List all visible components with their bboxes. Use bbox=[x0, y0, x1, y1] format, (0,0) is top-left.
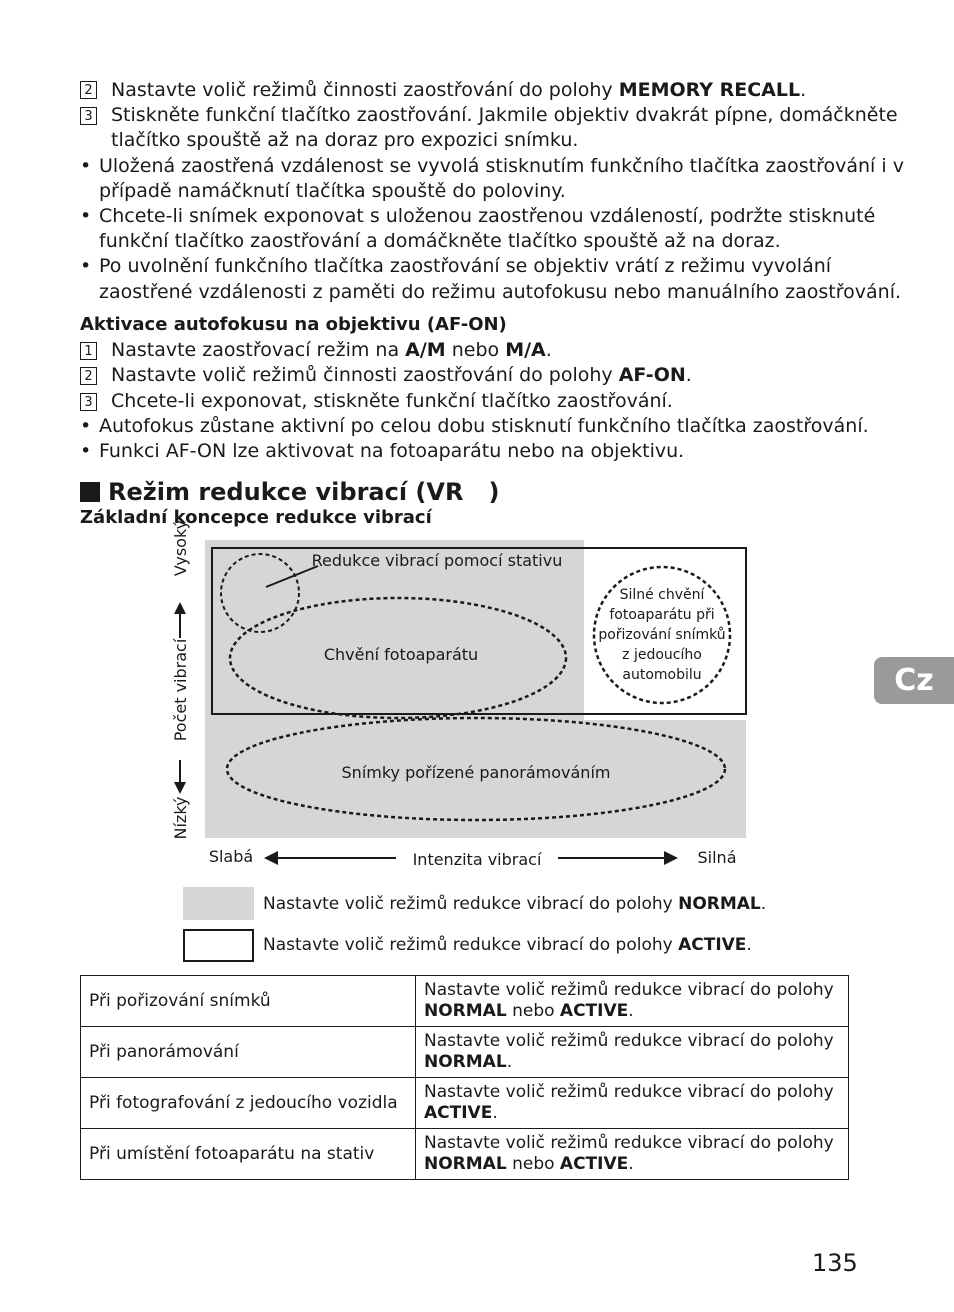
bullet-text: Uložená zaostřená vzdálenost se vyvolá stisknutím funkčního tlačítka zaostřování i v bbox=[99, 155, 904, 177]
situation-cell: Při panorámování bbox=[81, 1027, 416, 1078]
vehicle-label-line: fotoaparátu při bbox=[609, 607, 715, 623]
bullet-icon: • bbox=[80, 255, 92, 277]
step-number: 3 bbox=[80, 107, 97, 125]
panning-label: Snímky pořízené panorámováním bbox=[341, 763, 611, 782]
bullet-text: Autofokus zůstane aktivní po celou dobu stisknutí funkčního tlačítka zaostřování. bbox=[99, 415, 869, 437]
table-row bbox=[81, 1027, 849, 1078]
y-axis-label: Počet vibrací bbox=[171, 638, 190, 742]
situation-cell: Při fotografování z jedoucího vozidla bbox=[81, 1078, 416, 1129]
situation-cell: Při pořizování snímků bbox=[81, 976, 416, 1027]
y-axis-low: Nízký bbox=[171, 796, 190, 840]
setting-cell: Nastavte volič režimů redukce vibrací do polohy NORMAL nebo ACTIVE. bbox=[416, 1129, 849, 1180]
bullet-text-cont: funkční tlačítko zaostřování a domáčkněte tlačítko spouště až na doraz. bbox=[99, 230, 781, 252]
bullet-text: Chcete-li snímek exponovat s uloženou zaostřenou vzdáleností, podržte stisknuté bbox=[99, 205, 876, 227]
vehicle-label-line: z jedoucího bbox=[622, 647, 702, 663]
bullet-text: Po uvolnění funkčního tlačítka zaostřování se objektiv vrátí z režimu vyvolání bbox=[99, 255, 832, 277]
step-number: 2 bbox=[80, 81, 97, 99]
y-arrowhead-down bbox=[174, 782, 186, 794]
table-row bbox=[81, 976, 849, 1027]
legend-active-text: Nastavte volič režimů redukce vibrací do polohy ACTIVE. bbox=[263, 935, 752, 955]
situation-cell: Při umístění fotoaparátu na stativ bbox=[81, 1129, 416, 1180]
afon-heading: Aktivace autofokusu na objektivu (AF-ON) bbox=[80, 314, 507, 335]
x-arrowhead-left bbox=[264, 851, 278, 865]
vehicle-label-line: pořizování snímků bbox=[598, 627, 726, 643]
x-axis-label: Intenzita vibrací bbox=[412, 850, 542, 869]
vr-settings-table bbox=[80, 975, 849, 1180]
shake-label: Chvění fotoaparátu bbox=[323, 645, 479, 664]
page-number: 135 bbox=[812, 1249, 858, 1277]
setting-cell: Nastavte volič režimů redukce vibrací do polohy ACTIVE. bbox=[416, 1078, 849, 1129]
section-subtitle: Základní koncepce redukce vibrací bbox=[80, 507, 432, 528]
table-row bbox=[81, 1129, 849, 1180]
setting-cell: Nastavte volič režimů redukce vibrací do polohy NORMAL nebo ACTIVE. bbox=[416, 976, 849, 1027]
step-number: 3 bbox=[80, 393, 97, 411]
bullet-icon: • bbox=[80, 415, 92, 437]
vehicle-label-line: automobilu bbox=[622, 667, 702, 683]
step-number: 1 bbox=[80, 342, 97, 360]
language-tab: Cz bbox=[874, 657, 954, 704]
bullet-text-cont: případě namáčknutí tlačítka spouště do poloviny. bbox=[99, 180, 566, 202]
section-title: Režim redukce vibrací (VR ) bbox=[80, 478, 499, 506]
bullet-text-cont: zaostřené vzdálenosti z paměti do režimu autofokusu nebo manuálního zaostřování. bbox=[99, 281, 902, 303]
setting-cell: Nastavte volič režimů redukce vibrací do polohy NORMAL. bbox=[416, 1027, 849, 1078]
legend-normal-swatch bbox=[183, 887, 254, 920]
tripod-label: Redukce vibrací pomocí stativu bbox=[311, 551, 563, 570]
legend-active-swatch bbox=[183, 929, 254, 962]
bullet-icon: • bbox=[80, 205, 92, 227]
legend-normal-text: Nastavte volič režimů redukce vibrací do polohy NORMAL. bbox=[263, 894, 767, 914]
step-text-cont: tlačítko spouště až na doraz pro expozici snímku. bbox=[111, 129, 579, 151]
step-text: Nastavte volič režimů činnosti zaostřování do polohy AF-ON. bbox=[111, 364, 692, 386]
step-text: Chcete-li exponovat, stiskněte funkční tlačítko zaostřování. bbox=[111, 390, 673, 412]
bullet-icon: • bbox=[80, 440, 92, 462]
bullet-text: Funkci AF-ON lze aktivovat na fotoaparátu nebo na objektivu. bbox=[99, 440, 685, 462]
x-axis-strong: Silná bbox=[697, 848, 737, 867]
x-axis-weak: Slabá bbox=[208, 847, 254, 866]
y-arrowhead-up bbox=[174, 602, 186, 614]
x-arrowhead-right bbox=[664, 851, 678, 865]
vehicle-label-line: Silné chvění bbox=[619, 587, 705, 603]
bullet-icon: • bbox=[80, 155, 92, 177]
step-text: Stiskněte funkční tlačítko zaostřování. Jakmile objektiv dvakrát pípne, domáčkněte bbox=[111, 104, 898, 126]
step-text: Nastavte volič režimů činnosti zaostřování do polohy MEMORY RECALL. bbox=[111, 79, 807, 101]
y-axis-high: Vysoký bbox=[171, 519, 190, 577]
table-row bbox=[81, 1078, 849, 1129]
step-text: Nastavte zaostřovací režim na A/M nebo M/A. bbox=[111, 339, 552, 361]
step-number: 2 bbox=[80, 367, 97, 385]
